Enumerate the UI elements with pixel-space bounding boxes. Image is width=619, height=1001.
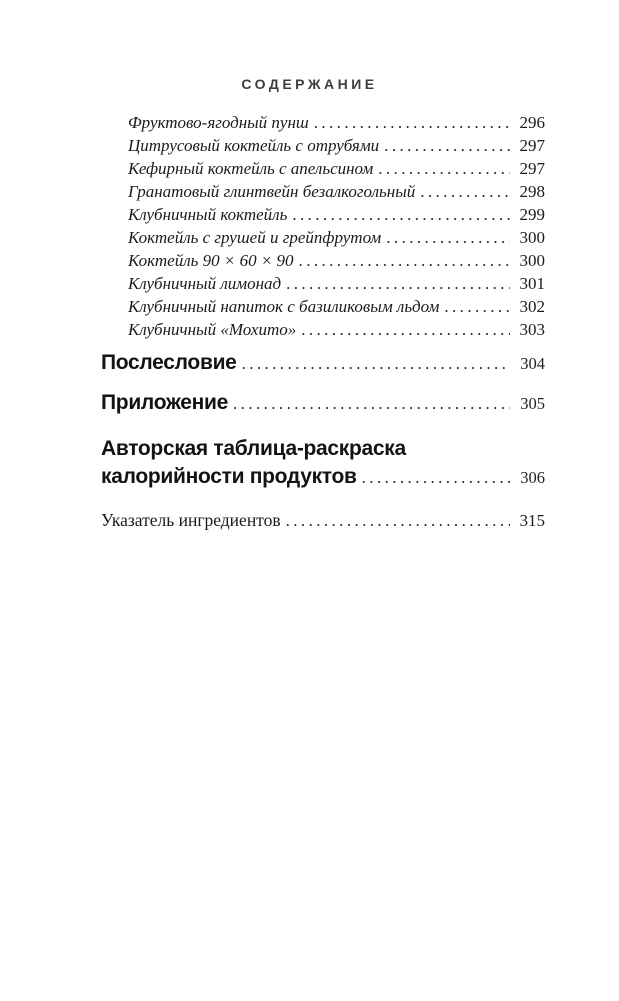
toc-entry (128, 204, 545, 227)
section-afterword (101, 352, 545, 376)
toc-entry (128, 181, 545, 204)
dot-leader (362, 464, 510, 493)
page-number: 299 (519, 205, 545, 224)
page-number: 300 (519, 251, 545, 270)
toc-entry-label: Клубничный напиток с базиликовым льдом (128, 297, 440, 316)
section-label-line2: калорийности продуктов (101, 465, 357, 488)
toc-entry-label: Цитрусовый коктейль с отрубями (128, 136, 380, 155)
toc-entry-label: Клубничный лимонад (128, 274, 282, 293)
toc-entry (128, 296, 545, 319)
dot-leader (384, 135, 510, 158)
toc-entry-label: Гранатовый глинтвейн безалкогольный (128, 182, 416, 201)
section-appendix (101, 392, 545, 416)
toc-entry (128, 158, 545, 181)
toc-entry (128, 135, 545, 158)
toc-entry-label: Клубничный «Мохито» (128, 320, 297, 339)
dot-leader (386, 227, 510, 250)
dot-leader (242, 353, 510, 376)
dot-leader (378, 158, 510, 181)
toc-entry (128, 227, 545, 250)
page-number: 315 (519, 511, 545, 530)
dot-leader (444, 296, 510, 319)
page-number: 302 (519, 297, 545, 316)
toc-entry-label: Фруктово-ягодный пунш (128, 113, 309, 132)
dot-leader (286, 273, 510, 296)
dot-leader (420, 181, 510, 204)
dot-leader (233, 393, 510, 416)
section-label-line1: Авторская таблица-раскраска (101, 437, 406, 460)
page-number: 306 (520, 468, 545, 487)
section-label: Послесловие (101, 351, 237, 374)
toc-entry (128, 250, 545, 273)
page-title: СОДЕРЖАНИЕ (241, 76, 378, 92)
dot-leader (292, 204, 510, 227)
index-label: Указатель ингредиентов (101, 510, 281, 530)
ingredient-index-entry (101, 509, 545, 533)
section-label: Приложение (101, 391, 229, 414)
toc-entry-label: Кефирный коктейль с апельсином (128, 159, 374, 178)
page-number: 297 (519, 159, 545, 178)
toc-item-list (128, 112, 545, 342)
section-line2-row (101, 463, 545, 493)
toc-entry (128, 319, 545, 342)
page-number: 301 (519, 274, 545, 293)
toc-entry (128, 112, 545, 135)
toc-entry-label: Коктейль 90 × 60 × 90 (128, 251, 294, 270)
dot-leader (301, 319, 510, 342)
toc-entry (128, 273, 545, 296)
page-number: 304 (520, 354, 545, 373)
dot-leader (299, 250, 510, 273)
toc-entry-label: Коктейль с грушей и грейпфрутом (128, 228, 382, 247)
toc-entry-label: Клубничный коктейль (128, 205, 288, 224)
dot-leader (314, 112, 510, 135)
page-number: 305 (520, 394, 545, 413)
page-number: 298 (519, 182, 545, 201)
section-calorie-table (101, 435, 545, 493)
page-number: 297 (519, 136, 545, 155)
page-number: 296 (519, 113, 545, 132)
page-number: 300 (519, 228, 545, 247)
dot-leader (286, 510, 510, 533)
page-number: 303 (519, 320, 545, 339)
